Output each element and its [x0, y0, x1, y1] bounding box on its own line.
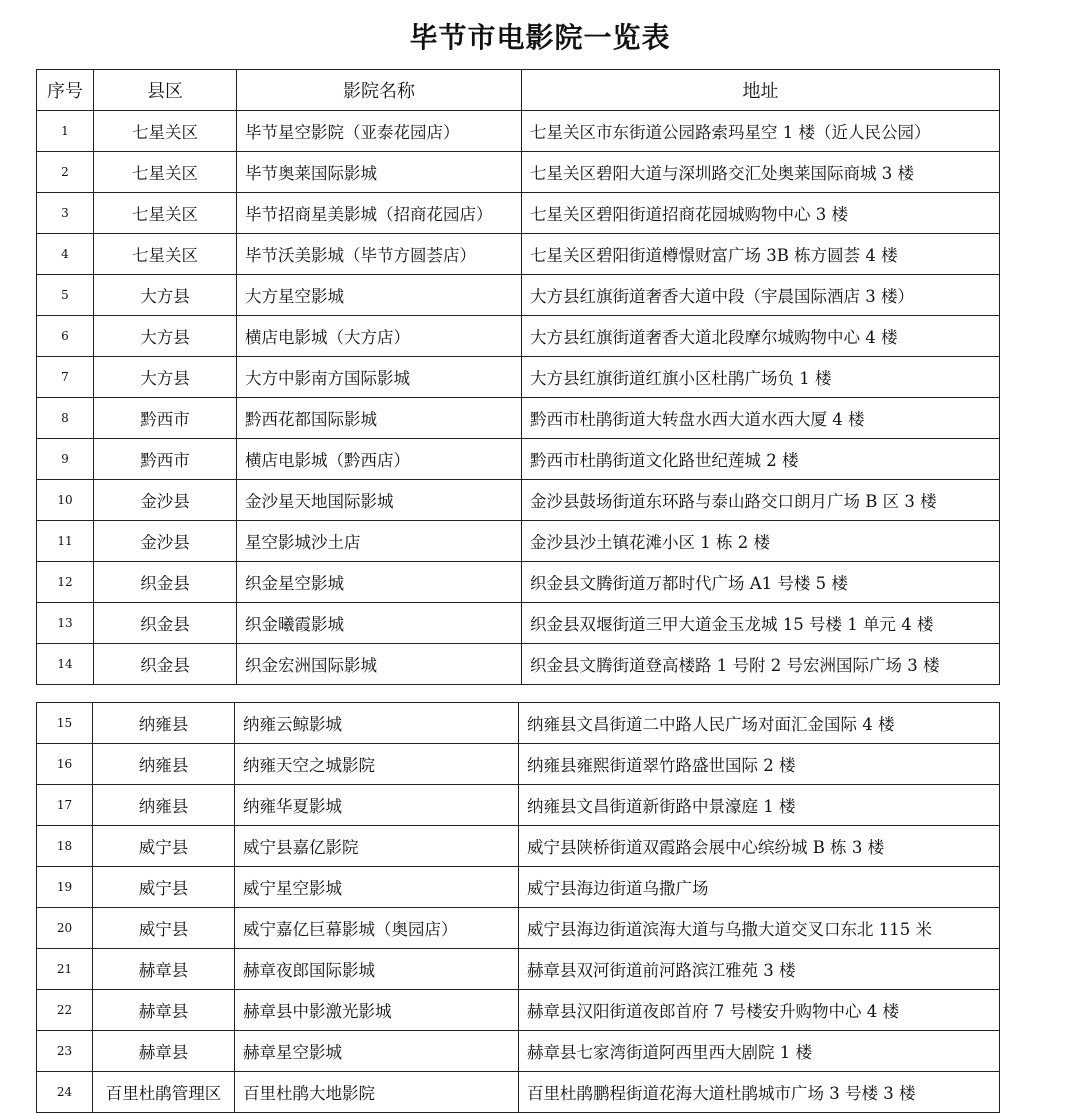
row-address: 威宁县陕桥街道双霞路会展中心缤纷城 B 栋 3 楼 — [519, 826, 1000, 867]
row-cinema-name: 金沙星天地国际影城 — [237, 480, 522, 521]
table-row — [37, 316, 1000, 357]
row-cinema-name: 毕节招商星美影城（招商花园店） — [237, 193, 522, 234]
row-number: 15 — [37, 703, 93, 744]
row-number: 2 — [37, 152, 94, 193]
table-row — [37, 275, 1000, 316]
table-row — [37, 1031, 1000, 1072]
row-number: 16 — [37, 744, 93, 785]
row-cinema-name: 威宁县嘉亿影院 — [235, 826, 519, 867]
row-address: 大方县红旗街道红旗小区杜鹃广场负 1 楼 — [522, 357, 1000, 398]
row-district: 织金县 — [94, 562, 237, 603]
row-number: 9 — [37, 439, 94, 480]
row-district: 黔西市 — [94, 439, 237, 480]
page-title: 毕节市电影院一览表 — [409, 21, 671, 54]
row-address: 赫章县汉阳街道夜郎首府 7 号楼安升购物中心 4 楼 — [519, 990, 1000, 1031]
row-district: 威宁县 — [93, 867, 235, 908]
row-cinema-name: 织金曦霞影城 — [237, 603, 522, 644]
row-number: 6 — [37, 316, 94, 357]
row-cinema-name: 威宁星空影城 — [235, 867, 519, 908]
row-number: 18 — [37, 826, 93, 867]
row-address: 纳雍县雍熙街道翠竹路盛世国际 2 楼 — [519, 744, 1000, 785]
row-cinema-name: 毕节星空影院（亚泰花园店） — [237, 111, 522, 152]
row-address: 黔西市杜鹃街道文化路世纪莲城 2 楼 — [522, 439, 1000, 480]
row-address: 大方县红旗街道奢香大道中段（宇晨国际酒店 3 楼） — [522, 275, 1000, 316]
row-cinema-name: 赫章星空影城 — [235, 1031, 519, 1072]
row-number: 24 — [37, 1072, 93, 1113]
table-row — [37, 439, 1000, 480]
row-cinema-name: 赫章县中影激光影城 — [235, 990, 519, 1031]
row-district: 大方县 — [94, 357, 237, 398]
row-cinema-name: 毕节奥莱国际影城 — [237, 152, 522, 193]
header-no: 序号 — [37, 70, 94, 111]
row-district: 织金县 — [94, 603, 237, 644]
row-address: 织金县文腾街道万都时代广场 A1 号楼 5 楼 — [522, 562, 1000, 603]
row-number: 3 — [37, 193, 94, 234]
row-address: 七星关区碧阳街道樽憬财富广场 3B 栋方圆荟 4 楼 — [522, 234, 1000, 275]
row-district: 纳雍县 — [93, 744, 235, 785]
row-number: 21 — [37, 949, 93, 990]
table-row — [37, 398, 1000, 439]
table-row — [37, 1072, 1000, 1113]
row-district: 七星关区 — [94, 111, 237, 152]
row-address: 纳雍县文昌街道二中路人民广场对面汇金国际 4 楼 — [519, 703, 1000, 744]
table-row — [37, 111, 1000, 152]
row-number: 1 — [37, 111, 94, 152]
row-cinema-name: 星空影城沙土店 — [237, 521, 522, 562]
row-cinema-name: 毕节沃美影城（毕节方圆荟店） — [237, 234, 522, 275]
table-row — [37, 234, 1000, 275]
table-row — [37, 603, 1000, 644]
table-row — [37, 703, 1000, 744]
row-address: 金沙县沙土镇花滩小区 1 栋 2 楼 — [522, 521, 1000, 562]
row-address: 七星关区碧阳大道与深圳路交汇处奥莱国际商城 3 楼 — [522, 152, 1000, 193]
row-address: 七星关区碧阳街道招商花园城购物中心 3 楼 — [522, 193, 1000, 234]
row-cinema-name: 威宁嘉亿巨幕影城（奥园店） — [235, 908, 519, 949]
row-number: 12 — [37, 562, 94, 603]
row-district: 赫章县 — [93, 1031, 235, 1072]
row-address: 百里杜鹃鹏程街道花海大道杜鹃城市广场 3 号楼 3 楼 — [519, 1072, 1000, 1113]
table-row — [37, 867, 1000, 908]
row-district: 黔西市 — [94, 398, 237, 439]
table-row — [37, 990, 1000, 1031]
row-number: 14 — [37, 644, 94, 685]
row-district: 百里杜鹃管理区 — [93, 1072, 235, 1113]
row-cinema-name: 大方星空影城 — [237, 275, 522, 316]
row-number: 22 — [37, 990, 93, 1031]
row-number: 17 — [37, 785, 93, 826]
row-district: 赫章县 — [93, 990, 235, 1031]
cinema-table-part-1 — [36, 69, 1000, 685]
row-district: 赫章县 — [93, 949, 235, 990]
row-district: 织金县 — [94, 644, 237, 685]
row-number: 7 — [37, 357, 94, 398]
row-number: 13 — [37, 603, 94, 644]
table-row — [37, 785, 1000, 826]
cinema-table-part-2 — [36, 702, 1000, 1113]
row-number: 8 — [37, 398, 94, 439]
row-number: 4 — [37, 234, 94, 275]
row-address: 大方县红旗街道奢香大道北段摩尔城购物中心 4 楼 — [522, 316, 1000, 357]
row-district: 威宁县 — [93, 908, 235, 949]
row-district: 七星关区 — [94, 193, 237, 234]
table-row — [37, 644, 1000, 685]
row-number: 11 — [37, 521, 94, 562]
row-number: 5 — [37, 275, 94, 316]
row-cinema-name: 织金星空影城 — [237, 562, 522, 603]
row-address: 纳雍县文昌街道新街路中景濠庭 1 楼 — [519, 785, 1000, 826]
row-cinema-name: 纳雍云鲸影城 — [235, 703, 519, 744]
row-district: 大方县 — [94, 275, 237, 316]
row-district: 威宁县 — [93, 826, 235, 867]
row-address: 黔西市杜鹃街道大转盘水西大道水西大厦 4 楼 — [522, 398, 1000, 439]
row-address: 七星关区市东街道公园路索玛星空 1 楼（近人民公园） — [522, 111, 1000, 152]
row-cinema-name: 纳雍天空之城影院 — [235, 744, 519, 785]
row-address: 织金县双堰街道三甲大道金玉龙城 15 号楼 1 单元 4 楼 — [522, 603, 1000, 644]
row-number: 23 — [37, 1031, 93, 1072]
table-row — [37, 152, 1000, 193]
table-row — [37, 908, 1000, 949]
table-row — [37, 949, 1000, 990]
header-address: 地址 — [522, 70, 1000, 111]
row-cinema-name: 纳雍华夏影城 — [235, 785, 519, 826]
row-address: 赫章县双河街道前河路滨江雅苑 3 楼 — [519, 949, 1000, 990]
row-cinema-name: 黔西花都国际影城 — [237, 398, 522, 439]
row-cinema-name: 横店电影城（黔西店） — [237, 439, 522, 480]
row-address: 威宁县海边街道滨海大道与乌撒大道交叉口东北 115 米 — [519, 908, 1000, 949]
table-row — [37, 193, 1000, 234]
table-header-row — [37, 70, 1000, 111]
table-row — [37, 480, 1000, 521]
row-district: 大方县 — [94, 316, 237, 357]
row-cinema-name: 横店电影城（大方店） — [237, 316, 522, 357]
header-district: 县区 — [94, 70, 237, 111]
table-row — [37, 744, 1000, 785]
row-district: 七星关区 — [94, 234, 237, 275]
table-row — [37, 357, 1000, 398]
table-row — [37, 826, 1000, 867]
row-address: 赫章县七家湾街道阿西里西大剧院 1 楼 — [519, 1031, 1000, 1072]
row-address: 织金县文腾街道登高楼路 1 号附 2 号宏洲国际广场 3 楼 — [522, 644, 1000, 685]
table-row — [37, 521, 1000, 562]
row-number: 20 — [37, 908, 93, 949]
header-cinema-name: 影院名称 — [237, 70, 522, 111]
row-number: 19 — [37, 867, 93, 908]
row-district: 七星关区 — [94, 152, 237, 193]
row-address: 威宁县海边街道乌撒广场 — [519, 867, 1000, 908]
table-row — [37, 562, 1000, 603]
row-cinema-name: 百里杜鹃大地影院 — [235, 1072, 519, 1113]
row-district: 纳雍县 — [93, 785, 235, 826]
row-number: 10 — [37, 480, 94, 521]
row-district: 金沙县 — [94, 480, 237, 521]
row-address: 金沙县鼓场街道东环路与泰山路交口朗月广场 B 区 3 楼 — [522, 480, 1000, 521]
row-district: 金沙县 — [94, 521, 237, 562]
row-cinema-name: 织金宏洲国际影城 — [237, 644, 522, 685]
row-cinema-name: 赫章夜郎国际影城 — [235, 949, 519, 990]
row-cinema-name: 大方中影南方国际影城 — [237, 357, 522, 398]
row-district: 纳雍县 — [93, 703, 235, 744]
